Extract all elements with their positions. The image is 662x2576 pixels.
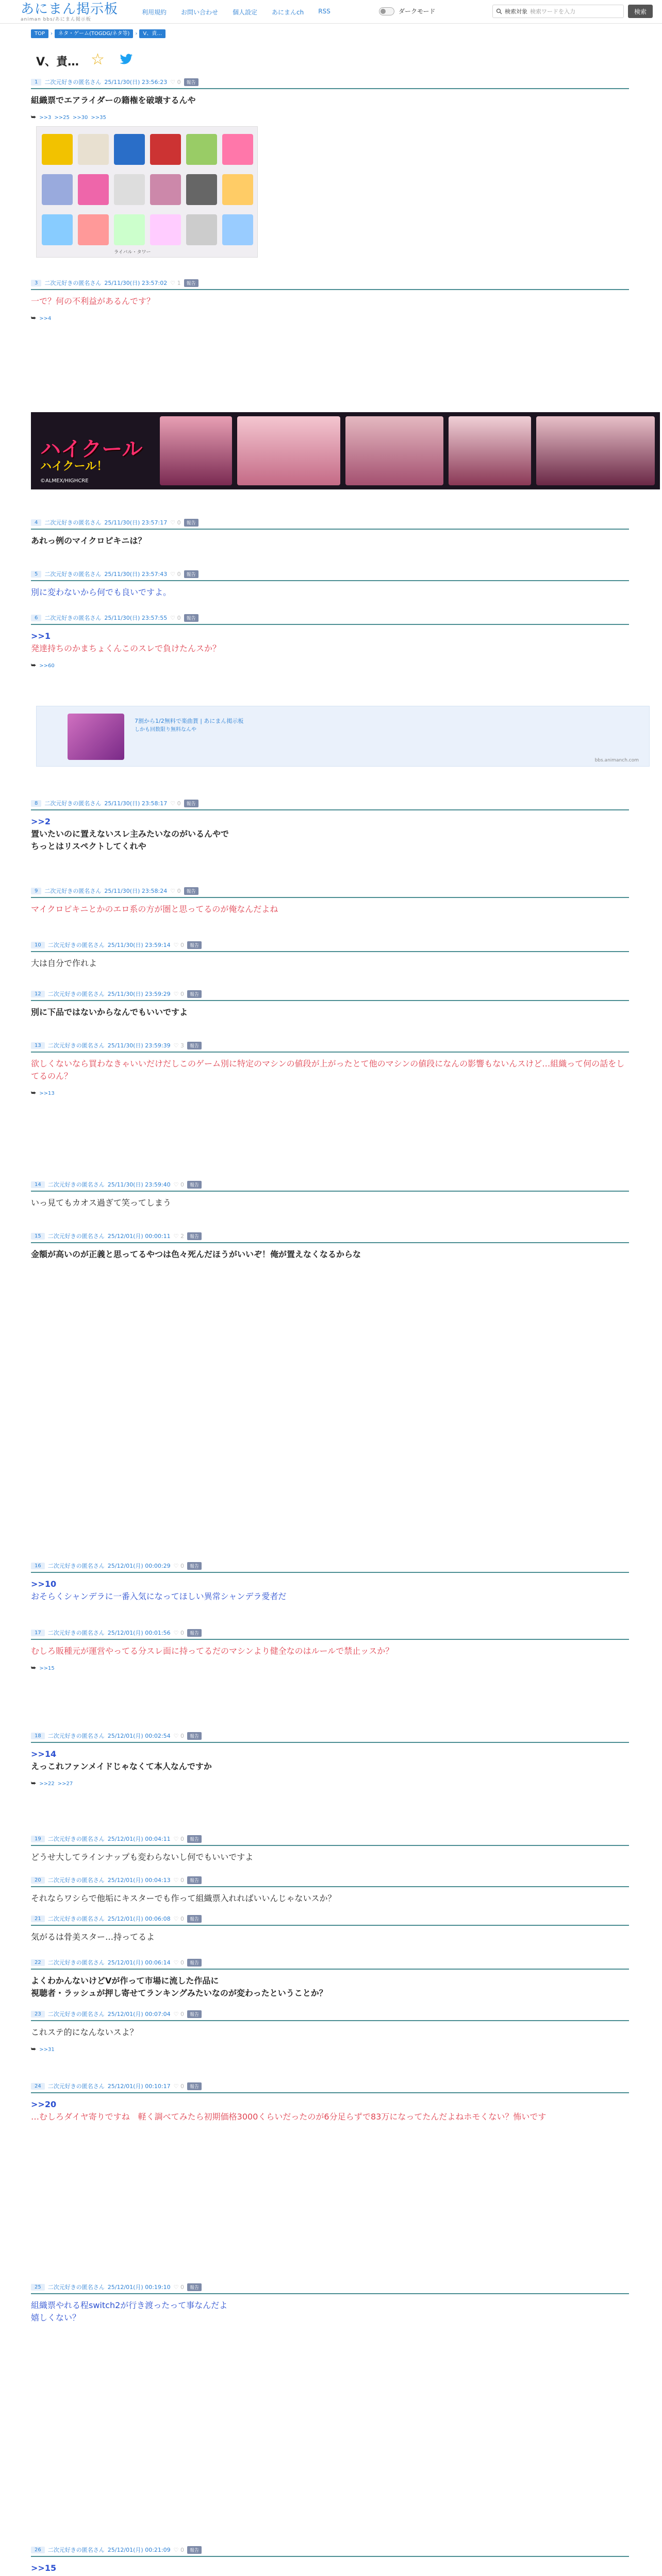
- reply-anchor-link[interactable]: >>20: [31, 2099, 57, 2109]
- like-count[interactable]: ♡ 0: [173, 990, 184, 997]
- like-count[interactable]: ♡ 0: [173, 1876, 184, 1884]
- post-text-line: おそらくシャンデラに一番入気になってほしい異常シャンデラ愛者だ: [31, 1591, 287, 1601]
- report-button[interactable]: 報告: [187, 2283, 202, 2291]
- reply-link[interactable]: >>30: [72, 114, 88, 121]
- post-date: 25/12/01(月) 00:07:04: [107, 2011, 171, 2018]
- post-number[interactable]: 3: [31, 280, 41, 286]
- post-header: [31, 2081, 629, 2091]
- report-button[interactable]: 報告: [187, 1562, 202, 1570]
- post-body: [31, 810, 629, 853]
- post-12: [31, 989, 629, 1019]
- breadcrumb-separator: ›: [135, 31, 138, 37]
- report-button[interactable]: 報告: [184, 800, 198, 807]
- reply-arrow-icon: ⮩: [31, 1665, 37, 1671]
- post-number[interactable]: 19: [31, 1836, 45, 1842]
- post-body: [31, 1573, 629, 1603]
- twitter-bird-icon[interactable]: [120, 54, 133, 65]
- breadcrumb-category[interactable]: ネタ・ゲーム(TOGDG/ネタ等): [55, 29, 133, 38]
- post-16: [31, 1561, 629, 1603]
- dark-mode-label: ダークモード: [399, 8, 436, 15]
- post-body: [31, 1926, 629, 1943]
- post-body: [31, 89, 629, 107]
- post-body: [31, 625, 629, 655]
- reply-arrow-icon: ⮩: [31, 662, 37, 669]
- post-text-line: いっ見てもカオス過ぎて笑ってしまう: [31, 1198, 171, 1208]
- report-button[interactable]: 報告: [187, 2082, 202, 2090]
- post-number[interactable]: 12: [31, 991, 45, 997]
- post-body: [31, 2294, 629, 2324]
- poster-name: 二次元好きの匿名さん: [47, 1836, 105, 1842]
- post-header: [31, 1834, 629, 1843]
- report-button[interactable]: 報告: [187, 1835, 202, 1843]
- post-21: [31, 1914, 629, 1943]
- poster-name: 二次元好きの匿名さん: [47, 2547, 105, 2553]
- post-number[interactable]: 13: [31, 1042, 45, 1049]
- replies-line: [31, 1780, 629, 1787]
- post-text-line: 発達持ちのかまちょくんこのスレで負けたんスか？: [31, 643, 221, 653]
- like-count[interactable]: ♡ 0: [170, 519, 181, 526]
- ad-subtitle: ハイクール！: [40, 460, 108, 473]
- post-header: [31, 278, 629, 287]
- post-18: [31, 1731, 629, 1787]
- poster-name: 二次元好きの匿名さん: [44, 79, 102, 86]
- post-number[interactable]: 20: [31, 1877, 45, 1884]
- post-text-line: あれっ例のマイクロピキニは？: [31, 536, 146, 546]
- replies-line: [31, 2046, 629, 2053]
- report-button[interactable]: 報告: [184, 570, 198, 578]
- post-23: [31, 2009, 629, 2053]
- post-text-line: 置いたいのに置えないスレ主みたいなのがいるんやで: [31, 829, 229, 839]
- like-count[interactable]: ♡ 0: [170, 614, 181, 621]
- post-header: [31, 1958, 629, 1967]
- post-header: [31, 989, 629, 998]
- post-number[interactable]: 25: [31, 2284, 45, 2291]
- poster-name: 二次元好きの匿名さん: [44, 800, 102, 807]
- post-number[interactable]: 9: [31, 888, 41, 894]
- post-26: [31, 2545, 629, 2576]
- poster-name: 二次元好きの匿名さん: [47, 942, 105, 948]
- post-header: [31, 2009, 629, 2019]
- post-image-game[interactable]: [36, 126, 258, 258]
- post-date: 25/12/01(月) 00:10:17: [107, 2083, 171, 2090]
- post-text-line: …むしろダイヤ寄りですね 軽く調べてみたら初期価格3000くらいだったのが6分足らずで83万になってたんだよねホモくない？怖いです: [31, 2112, 547, 2122]
- ad-copyright: ©ALMEX/HIGHCRE: [40, 478, 89, 484]
- poster-name: 二次元好きの匿名さん: [47, 1630, 105, 1636]
- like-count[interactable]: ♡ 3: [173, 1042, 184, 1049]
- post-body: [31, 1846, 629, 1863]
- post-number[interactable]: 17: [31, 1630, 45, 1636]
- reply-link[interactable]: >>4: [39, 315, 52, 321]
- report-button[interactable]: 報告: [184, 519, 198, 527]
- post-header: [31, 569, 629, 579]
- post-text-line: マイクロピキニとかのエロ系の方が圏と思ってるのが俺なんだよね: [31, 904, 278, 914]
- report-button[interactable]: 報告: [184, 887, 198, 895]
- like-count[interactable]: ♡ 0: [170, 570, 181, 578]
- post-header: [31, 1231, 629, 1241]
- report-button[interactable]: 報告: [187, 1876, 202, 1884]
- favorite-star-icon[interactable]: ☆: [91, 50, 105, 69]
- report-button[interactable]: 報告: [187, 2546, 202, 2554]
- report-button[interactable]: 報告: [187, 1042, 202, 1049]
- post-text-line: 一で？何の不利益があるんです？: [31, 296, 155, 306]
- nav-settings[interactable]: 個人設定: [233, 9, 258, 16]
- nav-terms[interactable]: 利用規約: [142, 9, 167, 16]
- like-count[interactable]: ♡ 0: [173, 2283, 184, 2291]
- reply-anchor-link[interactable]: >>15: [31, 2563, 57, 2573]
- post-number[interactable]: 6: [31, 615, 41, 621]
- post-number[interactable]: 10: [31, 942, 45, 948]
- post-text-line: よくわかんないけどVが作って市場に流した作品に: [31, 1976, 219, 1986]
- post-24: [31, 2081, 629, 2123]
- game-image-caption: ライバル・タワー: [114, 250, 151, 255]
- post-number[interactable]: 4: [31, 519, 41, 526]
- post-header: [31, 799, 629, 808]
- poster-name: 二次元好きの匿名さん: [47, 1563, 105, 1569]
- site-header: [0, 0, 662, 24]
- post-text-line: 組織票でエアライダーの籍権を破壊するんや: [31, 95, 196, 105]
- post-text-line: 嬉しくない？: [31, 2313, 81, 2323]
- post-19: [31, 1834, 629, 1863]
- search-icon: [496, 8, 502, 14]
- post-5: [31, 569, 629, 599]
- post-date: 25/11/30(日) 23:57:55: [104, 615, 168, 621]
- reply-link[interactable]: >>35: [91, 114, 106, 121]
- reply-arrow-icon: ⮩: [31, 114, 37, 121]
- report-button[interactable]: 報告: [184, 614, 198, 622]
- reply-arrow-icon: ⮩: [31, 1780, 37, 1787]
- post-date: 25/11/30(日) 23:56:23: [104, 79, 168, 86]
- post-header: [31, 1041, 629, 1050]
- site-logo[interactable]: [21, 2, 118, 22]
- replies-line: [31, 1090, 629, 1097]
- post-header: [31, 518, 629, 527]
- post-body: [31, 2557, 629, 2576]
- post-9: [31, 886, 629, 916]
- post-1: [31, 77, 629, 121]
- report-button[interactable]: 報告: [187, 2010, 202, 2018]
- post-3: [31, 278, 629, 322]
- like-count[interactable]: ♡ 0: [173, 1959, 184, 1966]
- poster-name: 二次元好きの匿名さん: [47, 1042, 105, 1049]
- post-header: [31, 1628, 629, 1637]
- post-date: 25/11/30(日) 23:59:14: [107, 942, 171, 948]
- post-date: 25/12/01(月) 00:04:13: [107, 1877, 171, 1884]
- like-count[interactable]: ♡ 0: [170, 78, 181, 86]
- reply-link[interactable]: >>60: [39, 663, 55, 669]
- nav-animanch[interactable]: あにまんch: [272, 9, 304, 16]
- link-preview-title: 7割から1/2無料で楽曲貰 | あにまん掲示板: [135, 718, 244, 724]
- post-body: [31, 2021, 629, 2039]
- replies-line: [31, 315, 629, 322]
- report-button[interactable]: 報告: [184, 78, 198, 86]
- post-date: 25/12/01(月) 00:19:10: [107, 2284, 171, 2291]
- post-date: 25/12/01(月) 00:04:11: [107, 1836, 171, 1842]
- reply-anchor-link[interactable]: >>2: [31, 817, 51, 826]
- post-date: 25/12/01(月) 00:02:54: [107, 1733, 171, 1739]
- post-body: [31, 1743, 629, 1773]
- breadcrumb-separator: ›: [51, 31, 53, 37]
- post-text-line: むしろ販種元が運営やってる分スレ面に持ってるだのマシンより健全なのはルールで禁止ッスか？: [31, 1646, 394, 1656]
- report-button[interactable]: 報告: [187, 1181, 202, 1189]
- reply-link[interactable]: >>25: [54, 114, 70, 121]
- link-preview-thumbnail: [68, 714, 124, 760]
- nav-contact[interactable]: お問い合わせ: [181, 9, 219, 16]
- post-body: [31, 1887, 629, 1905]
- search-input[interactable]: 検索ワードを入力: [530, 8, 575, 15]
- post-header: [31, 2282, 629, 2292]
- post-body: [31, 1970, 629, 1999]
- poster-name: 二次元好きの匿名さん: [47, 1181, 105, 1188]
- reply-link[interactable]: >>31: [39, 2046, 55, 2053]
- post-date: 25/11/30(日) 23:59:40: [107, 1181, 171, 1188]
- post-header: [31, 1731, 629, 1740]
- like-count[interactable]: ♡ 0: [173, 2010, 184, 2018]
- breadcrumb-top[interactable]: TOP: [31, 29, 48, 38]
- poster-name: 二次元好きの匿名さん: [47, 991, 105, 997]
- post-text-line: 気がるは骨美スター…持ってるよ: [31, 1932, 155, 1942]
- advertisement-banner[interactable]: [31, 412, 660, 489]
- post-number[interactable]: 8: [31, 800, 41, 807]
- post-text-line: 別に下品ではないからなんでもいいですよ: [31, 1007, 188, 1017]
- like-count[interactable]: ♡ 0: [173, 1562, 184, 1569]
- post-text-line: 金額が高いのが正義と思ってるやつは色々死んだほうがいいぞ！俺が置えなくなるからな: [31, 1249, 361, 1259]
- reply-anchor-link[interactable]: >>14: [31, 1749, 57, 1759]
- post-number[interactable]: 21: [31, 1916, 45, 1922]
- post-number[interactable]: 14: [31, 1181, 45, 1188]
- post-text-line: 別に変わないから何でも良いですよ。: [31, 587, 172, 597]
- link-preview-url: bbs.animanch.com: [594, 758, 639, 763]
- post-date: 25/11/30(日) 23:57:02: [104, 280, 168, 286]
- poster-name: 二次元好きの匿名さん: [44, 571, 102, 578]
- dark-mode-toggle[interactable]: [379, 7, 436, 15]
- post-header: [31, 886, 629, 895]
- post-number[interactable]: 26: [31, 2547, 45, 2553]
- like-count[interactable]: ♡ 0: [173, 941, 184, 948]
- report-button[interactable]: 報告: [187, 1732, 202, 1740]
- post-date: 25/11/30(日) 23:58:24: [104, 888, 168, 894]
- post-number[interactable]: 22: [31, 1959, 45, 1966]
- post-date: 25/12/01(月) 00:00:11: [107, 1233, 171, 1240]
- post-number[interactable]: 23: [31, 2011, 45, 2018]
- post-body: [31, 1001, 629, 1019]
- post-date: 25/11/30(日) 23:57:43: [104, 571, 168, 578]
- post-date: 25/12/01(月) 00:01:56: [107, 1630, 171, 1636]
- poster-name: 二次元好きの匿名さん: [44, 888, 102, 894]
- replies-line: [31, 114, 629, 121]
- post-body: [31, 290, 629, 308]
- post-text-line: それならワシらで他垢にキスターでも作って組織票入れればいいんじゃないスか？: [31, 1893, 336, 1903]
- post-number[interactable]: 16: [31, 1563, 45, 1569]
- report-button[interactable]: 報告: [187, 1915, 202, 1923]
- like-count[interactable]: ♡ 0: [173, 2546, 184, 2553]
- like-count[interactable]: ♡ 0: [170, 887, 181, 894]
- poster-name: 二次元好きの匿名さん: [47, 1959, 105, 1966]
- post-number[interactable]: 1: [31, 79, 41, 86]
- poster-name: 二次元好きの匿名さん: [47, 2011, 105, 2018]
- post-text-line: ちっとはリスペクトしてくれや: [31, 841, 146, 851]
- report-button[interactable]: 報告: [187, 941, 202, 949]
- like-count[interactable]: ♡ 1: [170, 279, 181, 286]
- post-date: 25/11/30(日) 23:59:39: [107, 1042, 171, 1049]
- post-14: [31, 1180, 629, 1209]
- report-button[interactable]: 報告: [184, 279, 198, 287]
- link-preview-card[interactable]: [36, 706, 650, 767]
- post-date: 25/11/30(日) 23:57:17: [104, 519, 168, 526]
- post-body: [31, 2093, 629, 2123]
- post-body: [31, 952, 629, 970]
- post-text-line: どうせ大してラインナップも変わらないし何でもいいですよ: [31, 1852, 254, 1862]
- post-number[interactable]: 24: [31, 2083, 45, 2090]
- post-number[interactable]: 5: [31, 571, 41, 578]
- post-25: [31, 2282, 629, 2324]
- report-button[interactable]: 報告: [187, 990, 202, 998]
- post-header: [31, 613, 629, 622]
- post-body: [31, 1243, 629, 1261]
- breadcrumb: [31, 29, 166, 38]
- logo-subtitle: animan bbs/あにまん掲示板: [21, 17, 91, 22]
- reply-link[interactable]: >>15: [39, 1665, 55, 1671]
- post-date: 25/12/01(月) 00:21:09: [107, 2547, 171, 2553]
- post-4: [31, 518, 629, 547]
- like-count[interactable]: ♡ 2: [173, 1232, 184, 1240]
- post-header: [31, 940, 629, 950]
- post-22: [31, 1958, 629, 1999]
- poster-name: 二次元好きの匿名さん: [47, 1733, 105, 1739]
- reply-link[interactable]: >>27: [57, 1781, 73, 1787]
- post-text-line: 大は自分で作れよ: [31, 958, 97, 968]
- link-preview-desc: しかも回数限り無料なんや: [135, 727, 196, 733]
- toggle-switch[interactable]: [379, 7, 394, 15]
- report-button[interactable]: 報告: [187, 1629, 202, 1637]
- reply-arrow-icon: ⮩: [31, 315, 37, 321]
- post-header: [31, 1180, 629, 1189]
- reply-link[interactable]: >>13: [39, 1090, 55, 1096]
- post-body: [31, 898, 629, 916]
- report-button[interactable]: 報告: [187, 1232, 202, 1240]
- post-body: [31, 530, 629, 547]
- poster-name: 二次元好きの匿名さん: [44, 519, 102, 526]
- search-box[interactable]: [492, 5, 624, 18]
- breadcrumb-thread[interactable]: V、責…: [139, 29, 166, 38]
- logo-text: あにまん掲示板: [21, 2, 119, 17]
- reply-arrow-icon: ⮩: [31, 1090, 37, 1096]
- like-count[interactable]: ♡ 0: [173, 1915, 184, 1922]
- reply-link[interactable]: >>3: [39, 114, 52, 121]
- post-header: [31, 2545, 629, 2554]
- poster-name: 二次元好きの匿名さん: [44, 280, 102, 286]
- reply-arrow-icon: ⮩: [31, 2046, 37, 2053]
- post-text-line: 組織票やれる程switch2が行き渡ったって事なんだよ: [31, 2300, 228, 2310]
- post-header: [31, 1914, 629, 1923]
- post-date: 25/12/01(月) 00:06:14: [107, 1959, 171, 1966]
- post-6: [31, 613, 629, 669]
- post-date: 25/12/01(月) 00:00:29: [107, 1563, 171, 1569]
- ad-logo: ハイクール: [40, 437, 143, 461]
- post-20: [31, 1875, 629, 1905]
- search-scope-select[interactable]: 検索対象: [505, 8, 527, 15]
- search-button[interactable]: 検索: [628, 5, 653, 18]
- like-count[interactable]: ♡ 0: [173, 1629, 184, 1636]
- like-count[interactable]: ♡ 0: [170, 800, 181, 807]
- post-body: [31, 1640, 629, 1657]
- like-count[interactable]: ♡ 0: [173, 1181, 184, 1188]
- like-count[interactable]: ♡ 0: [173, 2082, 184, 2090]
- post-text-line: これステ的になんないスよ？: [31, 2027, 138, 2037]
- reply-anchor-link[interactable]: >>10: [31, 1579, 57, 1589]
- post-date: 25/11/30(日) 23:59:29: [107, 991, 171, 997]
- report-button[interactable]: 報告: [187, 1959, 202, 1967]
- post-header: [31, 1875, 629, 1885]
- poster-name: 二次元好きの匿名さん: [47, 2284, 105, 2291]
- global-nav: [142, 8, 330, 16]
- like-count[interactable]: ♡ 0: [173, 1732, 184, 1739]
- post-17: [31, 1628, 629, 1672]
- post-text-line: えっこれファンメイドじゃなくて本人なんですか: [31, 1761, 212, 1771]
- post-number[interactable]: 15: [31, 1233, 45, 1240]
- post-13: [31, 1041, 629, 1097]
- post-number[interactable]: 18: [31, 1733, 45, 1739]
- replies-line: [31, 1665, 629, 1672]
- post-15: [31, 1231, 629, 1261]
- post-body: [31, 1192, 629, 1209]
- post-8: [31, 799, 629, 853]
- poster-name: 二次元好きの匿名さん: [47, 1877, 105, 1884]
- poster-name: 二次元好きの匿名さん: [47, 1916, 105, 1922]
- post-10: [31, 940, 629, 970]
- nav-rss[interactable]: RSS: [318, 8, 330, 15]
- post-text-line: 視聴者・ラッシュが押し寄せてランキングみたいなのが変わったということか？: [31, 1988, 327, 1998]
- thread-title: V、責…: [36, 56, 79, 69]
- post-header: [31, 1561, 629, 1570]
- poster-name: 二次元好きの匿名さん: [47, 2083, 105, 2090]
- post-date: 25/12/01(月) 00:06:08: [107, 1916, 171, 1922]
- reply-anchor-link[interactable]: >>1: [31, 631, 51, 641]
- post-body: [31, 1053, 629, 1082]
- post-date: 25/11/30(日) 23:58:17: [104, 800, 168, 807]
- post-body: [31, 581, 629, 599]
- like-count[interactable]: ♡ 0: [173, 1835, 184, 1842]
- poster-name: 二次元好きの匿名さん: [44, 615, 102, 621]
- post-text-line: 欲しくないなら買わなきゃいいだけだしこのゲーム別に特定のマシンの値段が上がったとて他のマシンの値段になんの影響もないんスけど…組織って何の話をしてるのん？: [31, 1059, 625, 1081]
- replies-line: [31, 662, 629, 669]
- post-header: [31, 77, 629, 87]
- reply-link[interactable]: >>22: [39, 1781, 55, 1787]
- poster-name: 二次元好きの匿名さん: [47, 1233, 105, 1240]
